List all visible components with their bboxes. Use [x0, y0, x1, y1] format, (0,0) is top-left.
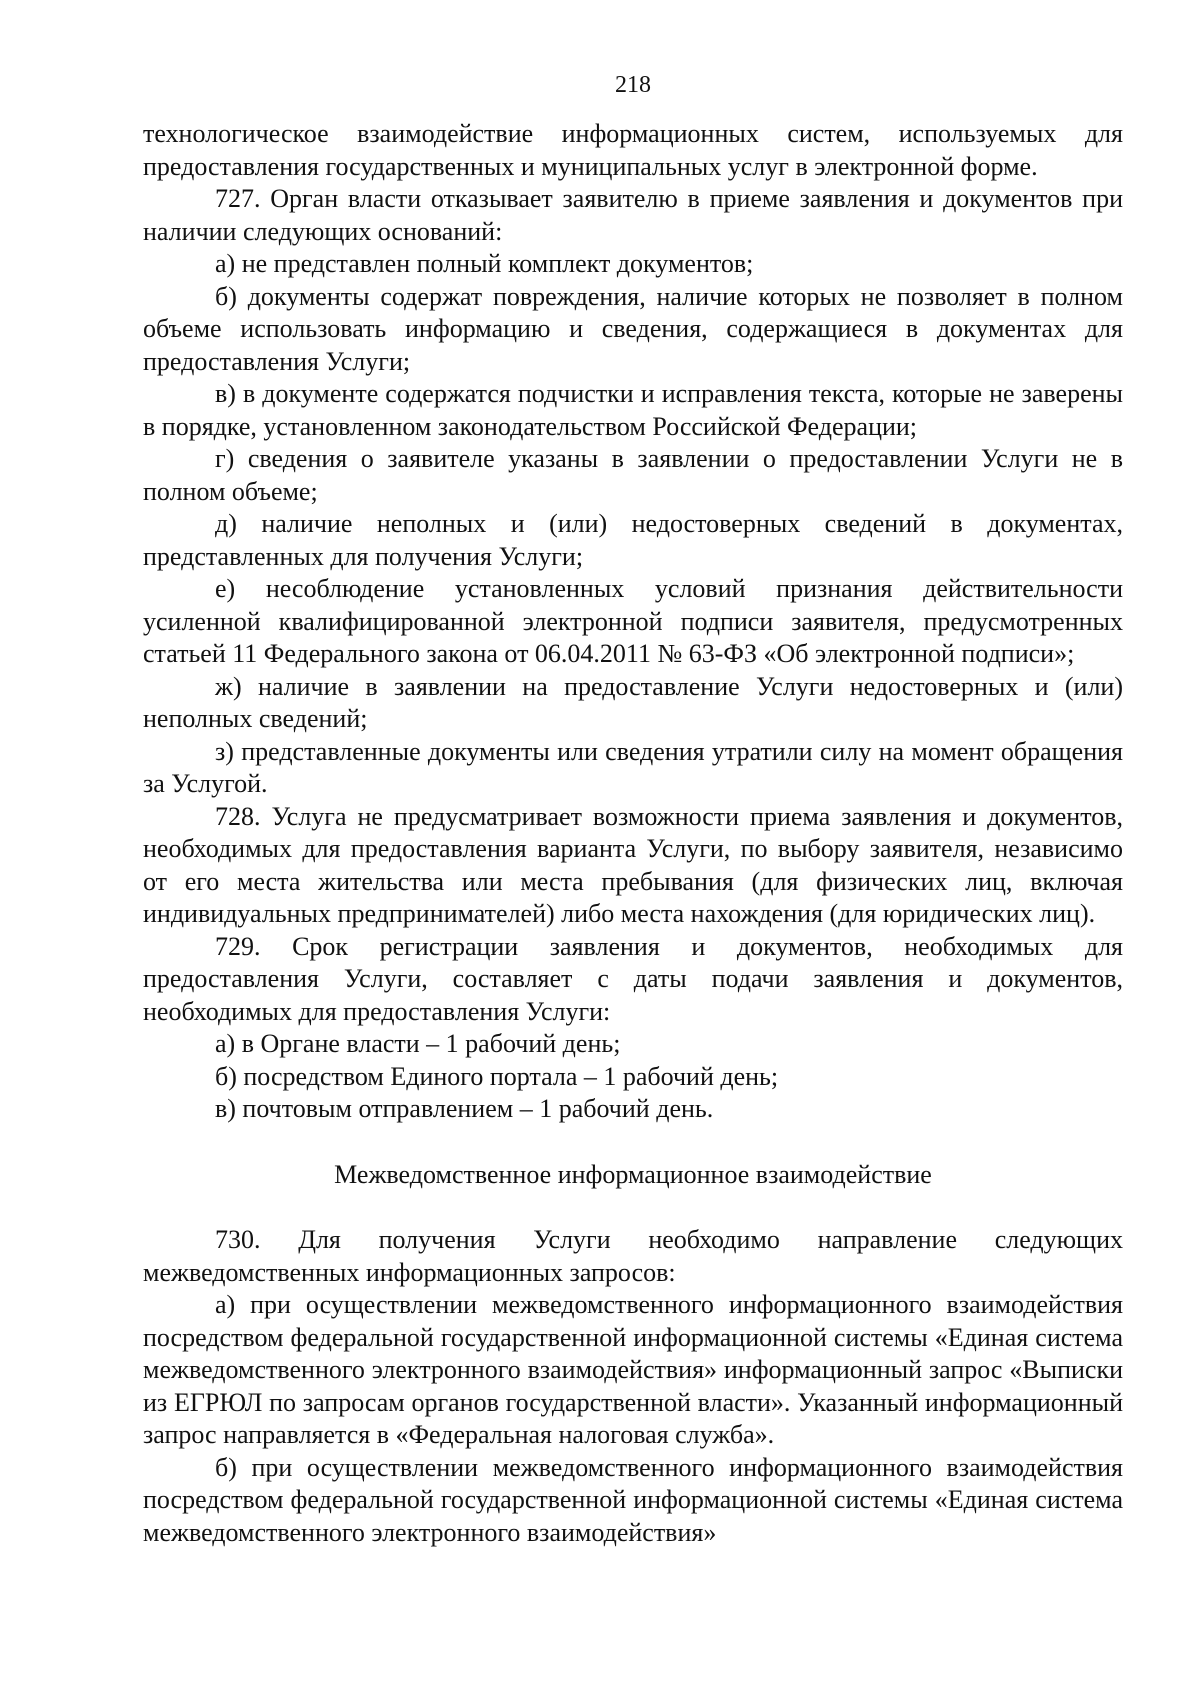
- paragraph: г) сведения о заявителе указаны в заявлении о предоставлении Услуги не в полном объеме;: [143, 444, 1123, 506]
- paragraph: 728. Услуга не предусматривает возможности приема заявления и документов, необходимых для предоставления варианта Услуги, по выбору заявителя, независимо от его места жительства или места пребывания (для физических лиц, включая индивидуальных предпринимателей) либо места нахождения (для юридических лиц).: [143, 801, 1123, 928]
- paragraph: з) представленные документы или сведения утратили силу на момент обращения за Услугой.: [143, 736, 1123, 798]
- paragraph: 727. Орган власти отказывает заявителю в приеме заявления и документов при наличии следующих оснований:: [143, 184, 1123, 246]
- paragraph: а) в Органе власти – 1 рабочий день;: [215, 1029, 621, 1058]
- paragraph: в) в документе содержатся подчистки и исправления текста, которые не заверены в порядке, установленном законодательством Российской Федерации;: [143, 379, 1123, 441]
- paragraph: б) при осуществлении межведомственного информационного взаимодействия посредством федеральной государственной информационной системы «Единая система межведомственного электронного взаимодействия»: [143, 1452, 1123, 1547]
- document-page: [143, 70, 1123, 1549]
- page-number: 218: [615, 72, 651, 98]
- paragraphs-after: [143, 1224, 1123, 1549]
- paragraph: е) несоблюдение установленных условий признания действительности усиленной квалифицированной электронной подписи заявителя, предусмотренных статьей 11 Федерального закона от 06.04.2011 № 63-ФЗ «Об электронной подписи»;: [143, 574, 1123, 668]
- paragraph: а) при осуществлении межведомственного информационного взаимодействия посредством федеральной государственной информационной системы «Единая система межведомственного электронного взаимодействия» информационный запрос «Выписки из ЕГРЮЛ по запросам органов государственной власти». Указанный информационный запрос направляется в «Федеральная налоговая служба».: [143, 1290, 1123, 1449]
- paragraph: в) почтовым отправлением – 1 рабочий день.: [215, 1094, 714, 1123]
- paragraph: 729. Срок регистрации заявления и документов, необходимых для предоставления Услуги, составляет с даты подачи заявления и документов, необходимых для предоставления Услуги:: [143, 931, 1123, 1026]
- paragraph: б) посредством Единого портала – 1 рабочий день;: [215, 1061, 779, 1091]
- paragraph: 730. Для получения Услуги необходимо направление следующих межведомственных информационных запросов:: [143, 1225, 1123, 1287]
- paragraph: а) не представлен полный комплект документов;: [215, 249, 754, 278]
- paragraph: ж) наличие в заявлении на предоставление Услуги недостоверных и (или) неполных сведений;: [143, 671, 1123, 733]
- paragraphs-before: [143, 118, 1123, 1126]
- section-heading: Межведомственное информационное взаимодействие: [334, 1159, 932, 1189]
- paragraph: б) документы содержат повреждения, наличие которых не позволяет в полном объеме использовать информацию и сведения, содержащиеся в документах для предоставления Услуги;: [143, 281, 1123, 376]
- paragraph: д) наличие неполных и (или) недостоверных сведений в документах, представленных для получения Услуги;: [143, 509, 1123, 571]
- paragraph: технологическое взаимодействие информационных систем, используемых для предоставления государственных и муниципальных услуг в электронной форме.: [143, 119, 1123, 181]
